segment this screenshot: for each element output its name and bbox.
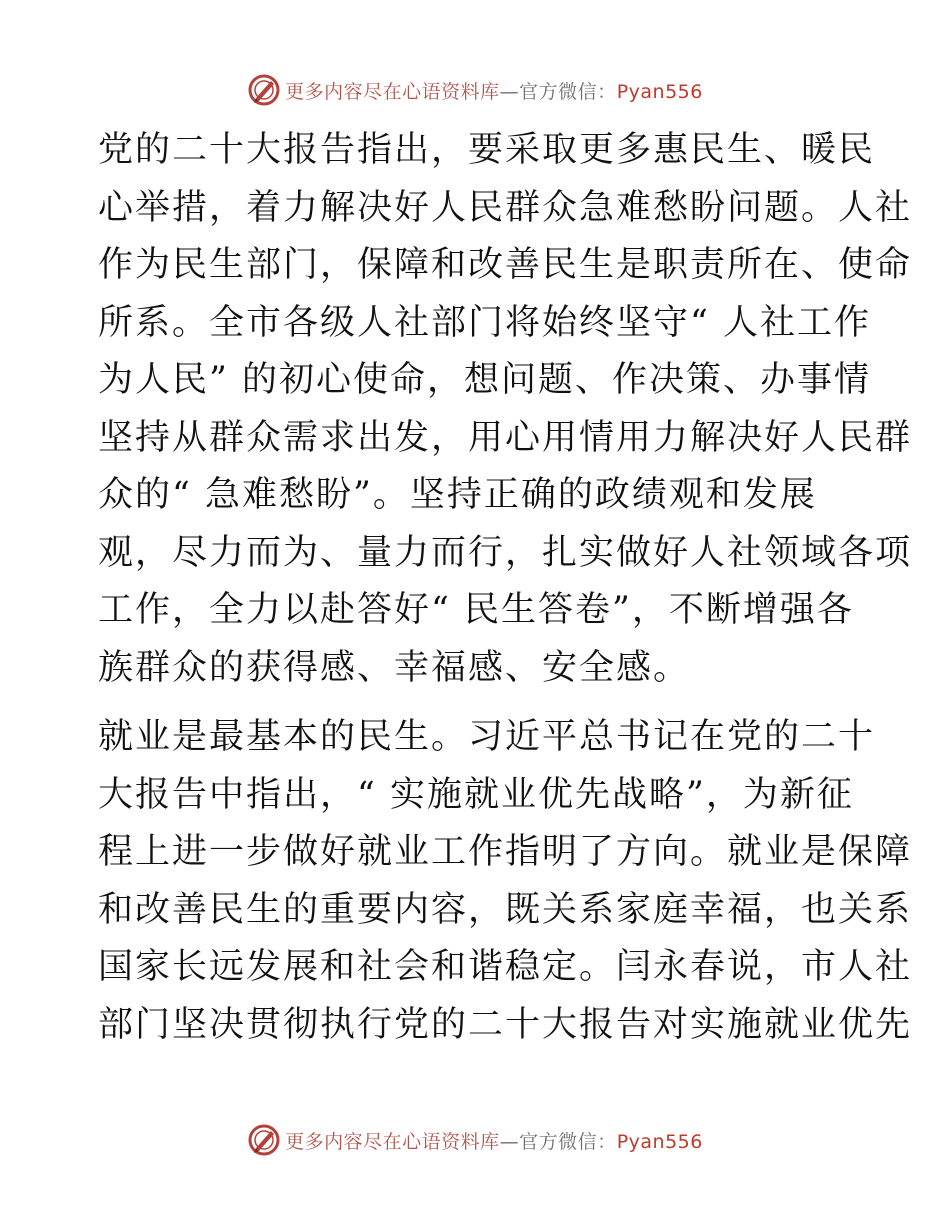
text-line: 为人民” 的初心使命，想问题、作决策、办事情 (98, 360, 872, 400)
footer-wechat-id: Pyan556 (616, 1130, 703, 1153)
text-line: 程上进一步做好就业工作指明了方向。就业是保障 (98, 832, 913, 872)
pen-logo-icon (247, 1123, 281, 1157)
text-line: 党的二十大报告指出，要采取更多惠民生、暖民 (98, 130, 876, 170)
header-banner-text (285, 77, 703, 104)
paragraph-2 (98, 709, 913, 1054)
header-brand-text: 更多内容尽在心语资料库 (285, 80, 500, 103)
text-line: 坚持从群众需求出发，用心用情用力解决好人民群 (98, 417, 913, 458)
paragraph-spacer (98, 697, 850, 709)
text-line: 族群众的获得感、幸福感、安全感。 (98, 647, 691, 688)
text-line: 作为民生部门，保障和改善民生是职责所在、使命 (98, 245, 913, 285)
text-line: 心举措，着力解决好人民群众急难愁盼问题。人社 (98, 187, 913, 228)
document-body (98, 122, 913, 1054)
text-line: 观，尽力而为、量力而行，扎实做好人社领域各项 (98, 532, 913, 573)
text-line: 就业是最基本的民生。习近平总书记在党的二十 (98, 717, 876, 757)
paragraph-1 (98, 122, 913, 697)
footer-watermark-banner (0, 1120, 950, 1160)
footer-brand-text: 更多内容尽在心语资料库 (285, 1130, 500, 1153)
header-separator: — (499, 80, 520, 103)
text-line: 众的“ 急难愁盼”。坚持正确的政绩观和发展 (98, 475, 817, 515)
header-watermark-banner (0, 70, 950, 110)
footer-separator: — (499, 1130, 520, 1153)
text-line: 工作，全力以赴答好“ 民生答卷”，不断增强各 (98, 590, 854, 630)
footer-banner-text (285, 1127, 703, 1154)
text-line: 部门坚决贯彻执行党的二十大报告对实施就业优先 (98, 1004, 913, 1045)
header-wechat-id: Pyan556 (616, 80, 703, 103)
text-line: 大报告中指出，“ 实施就业优先战略”，为新征 (98, 774, 854, 815)
pen-logo-icon (247, 73, 281, 107)
text-line: 所系。全市各级人社部门将始终坚守“ 人社工作 (98, 302, 872, 343)
footer-official-label: 官方微信： (519, 1130, 617, 1153)
text-line: 和改善民生的重要内容，既关系家庭幸福，也关系 (98, 889, 913, 930)
header-official-label: 官方微信： (519, 80, 617, 103)
text-line: 国家长远发展和社会和谐稳定。闫永春说，市人社 (98, 947, 913, 987)
